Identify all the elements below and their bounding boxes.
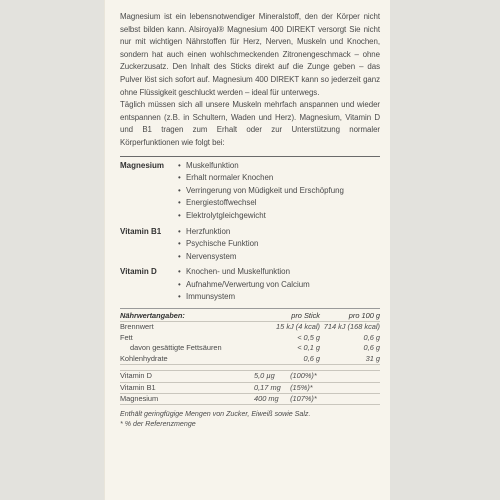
row-value-per-stick: 0,6 g: [250, 354, 320, 365]
row-value-per-stick: 15 kJ (4 kcal): [276, 322, 320, 332]
footer-note: Enthält geringfügige Mengen von Zucker, Eiweiß sowie Salz.: [120, 410, 311, 419]
table-row: [120, 333, 380, 343]
row-percent: (15%)*: [290, 382, 313, 392]
list-item: • Knochen- und Muskelfunktion: [178, 266, 380, 279]
row-percent: (100%)*: [290, 371, 317, 381]
row-label: Vitamin D: [120, 371, 240, 382]
list-item: • Herzfunktion: [178, 226, 380, 239]
table-row: [120, 393, 380, 404]
product-info-panel: [104, 0, 390, 500]
nutrition-table: [120, 311, 380, 365]
list-item: • Aufnahme/Verwertung von Calcium: [178, 279, 380, 292]
row-label: Kohlenhydrate: [120, 354, 250, 365]
row-amount: 5,0 µg: [254, 371, 275, 381]
table-row: [120, 371, 380, 382]
row-label: Brennwert: [120, 322, 154, 332]
row-value-per-stick: < 0,1 g: [297, 343, 320, 353]
function-list: [178, 226, 380, 264]
row-value-per-100g: 31 g: [320, 354, 380, 365]
table-row: [120, 322, 380, 333]
intro-paragraph-2: Täglich müssen sich all unsere Muskeln mehrfach anspannen und wieder entspannen (z.B. in Schultern, Waden und Herz). Magnesium, Vitamin D und B1 tragen zum Erhalt oder zur Unterstützung normaler Körperfunktionen wie folgt bei:: [120, 100, 380, 147]
row-value-per-100g: 0,6 g: [363, 343, 380, 353]
divider: [120, 308, 380, 309]
function-list: [178, 160, 380, 223]
row-amount: 0,17 mg: [254, 382, 281, 392]
row-value-per-stick: < 0,5 g: [297, 332, 320, 342]
vitamin-table: [120, 370, 380, 405]
row-label: Vitamin B1: [120, 382, 240, 393]
divider: [120, 156, 380, 157]
list-item: • Verringerung von Müdigkeit und Erschöpfung: [178, 185, 380, 198]
group-name: Magnesium: [120, 160, 165, 170]
table-row: [120, 382, 380, 393]
row-label: Magnesium: [120, 393, 240, 404]
list-item: • Muskelfunktion: [178, 160, 380, 173]
column-header-per-100g: pro 100 g: [320, 311, 380, 322]
footer-reference: * % der Referenzmenge: [120, 420, 196, 429]
function-group-vitamin-b1: [120, 226, 380, 264]
list-item: • Psychische Funktion: [178, 238, 380, 251]
list-item: • Erhalt normaler Knochen: [178, 172, 380, 185]
group-name: Vitamin D: [120, 267, 157, 277]
column-header-per-stick: pro Stick: [250, 311, 320, 322]
nutrition-title: Nährwertangaben:: [120, 311, 250, 322]
list-item: • Immunsystem: [178, 291, 380, 304]
list-item: • Elektrolytgleichgewicht: [178, 210, 380, 223]
row-percent: (107%)*: [290, 393, 317, 403]
row-label: davon gesättigte Fettsäuren: [130, 343, 222, 353]
row-value-per-100g: 0,6 g: [363, 332, 380, 342]
row-value-per-100g: 714 kJ (168 kcal): [323, 322, 380, 332]
function-group-magnesium: [120, 160, 380, 223]
function-list: [178, 266, 380, 304]
footer-notes: [120, 409, 380, 429]
row-label: Fett: [120, 332, 133, 342]
group-name: Vitamin B1: [120, 226, 162, 236]
list-item: • Nervensystem: [178, 251, 380, 264]
table-row: [120, 354, 380, 365]
row-amount: 400 mg: [254, 393, 279, 403]
table-row: [120, 343, 380, 353]
intro-paragraph-1: Magnesium ist ein lebensnotwendiger Mineralstoff, den der Körper nicht selbst bilden kann. Alsiroyal® Magnesium 400 DIREKT versorgt Sie nicht nur mit wichtigen Nährstoffen für Herz, Nerven, Muskeln und Knochen, sondern hat auch einen wohlschmeckenden Zitronengeschmack – ohne Zuckerzusatz. Den Inhalt des Sticks direkt auf die Zunge geben – das Pulver löst sich sofort auf. Magnesium 400 DIREKT kann so jederzeit ganz ohne Flüssigkeit geschluckt werden – ideal für unterwegs.: [120, 12, 380, 97]
nutrition-header-row: [120, 311, 380, 322]
function-group-vitamin-d: [120, 266, 380, 304]
list-item: • Energiestoffwechsel: [178, 197, 380, 210]
